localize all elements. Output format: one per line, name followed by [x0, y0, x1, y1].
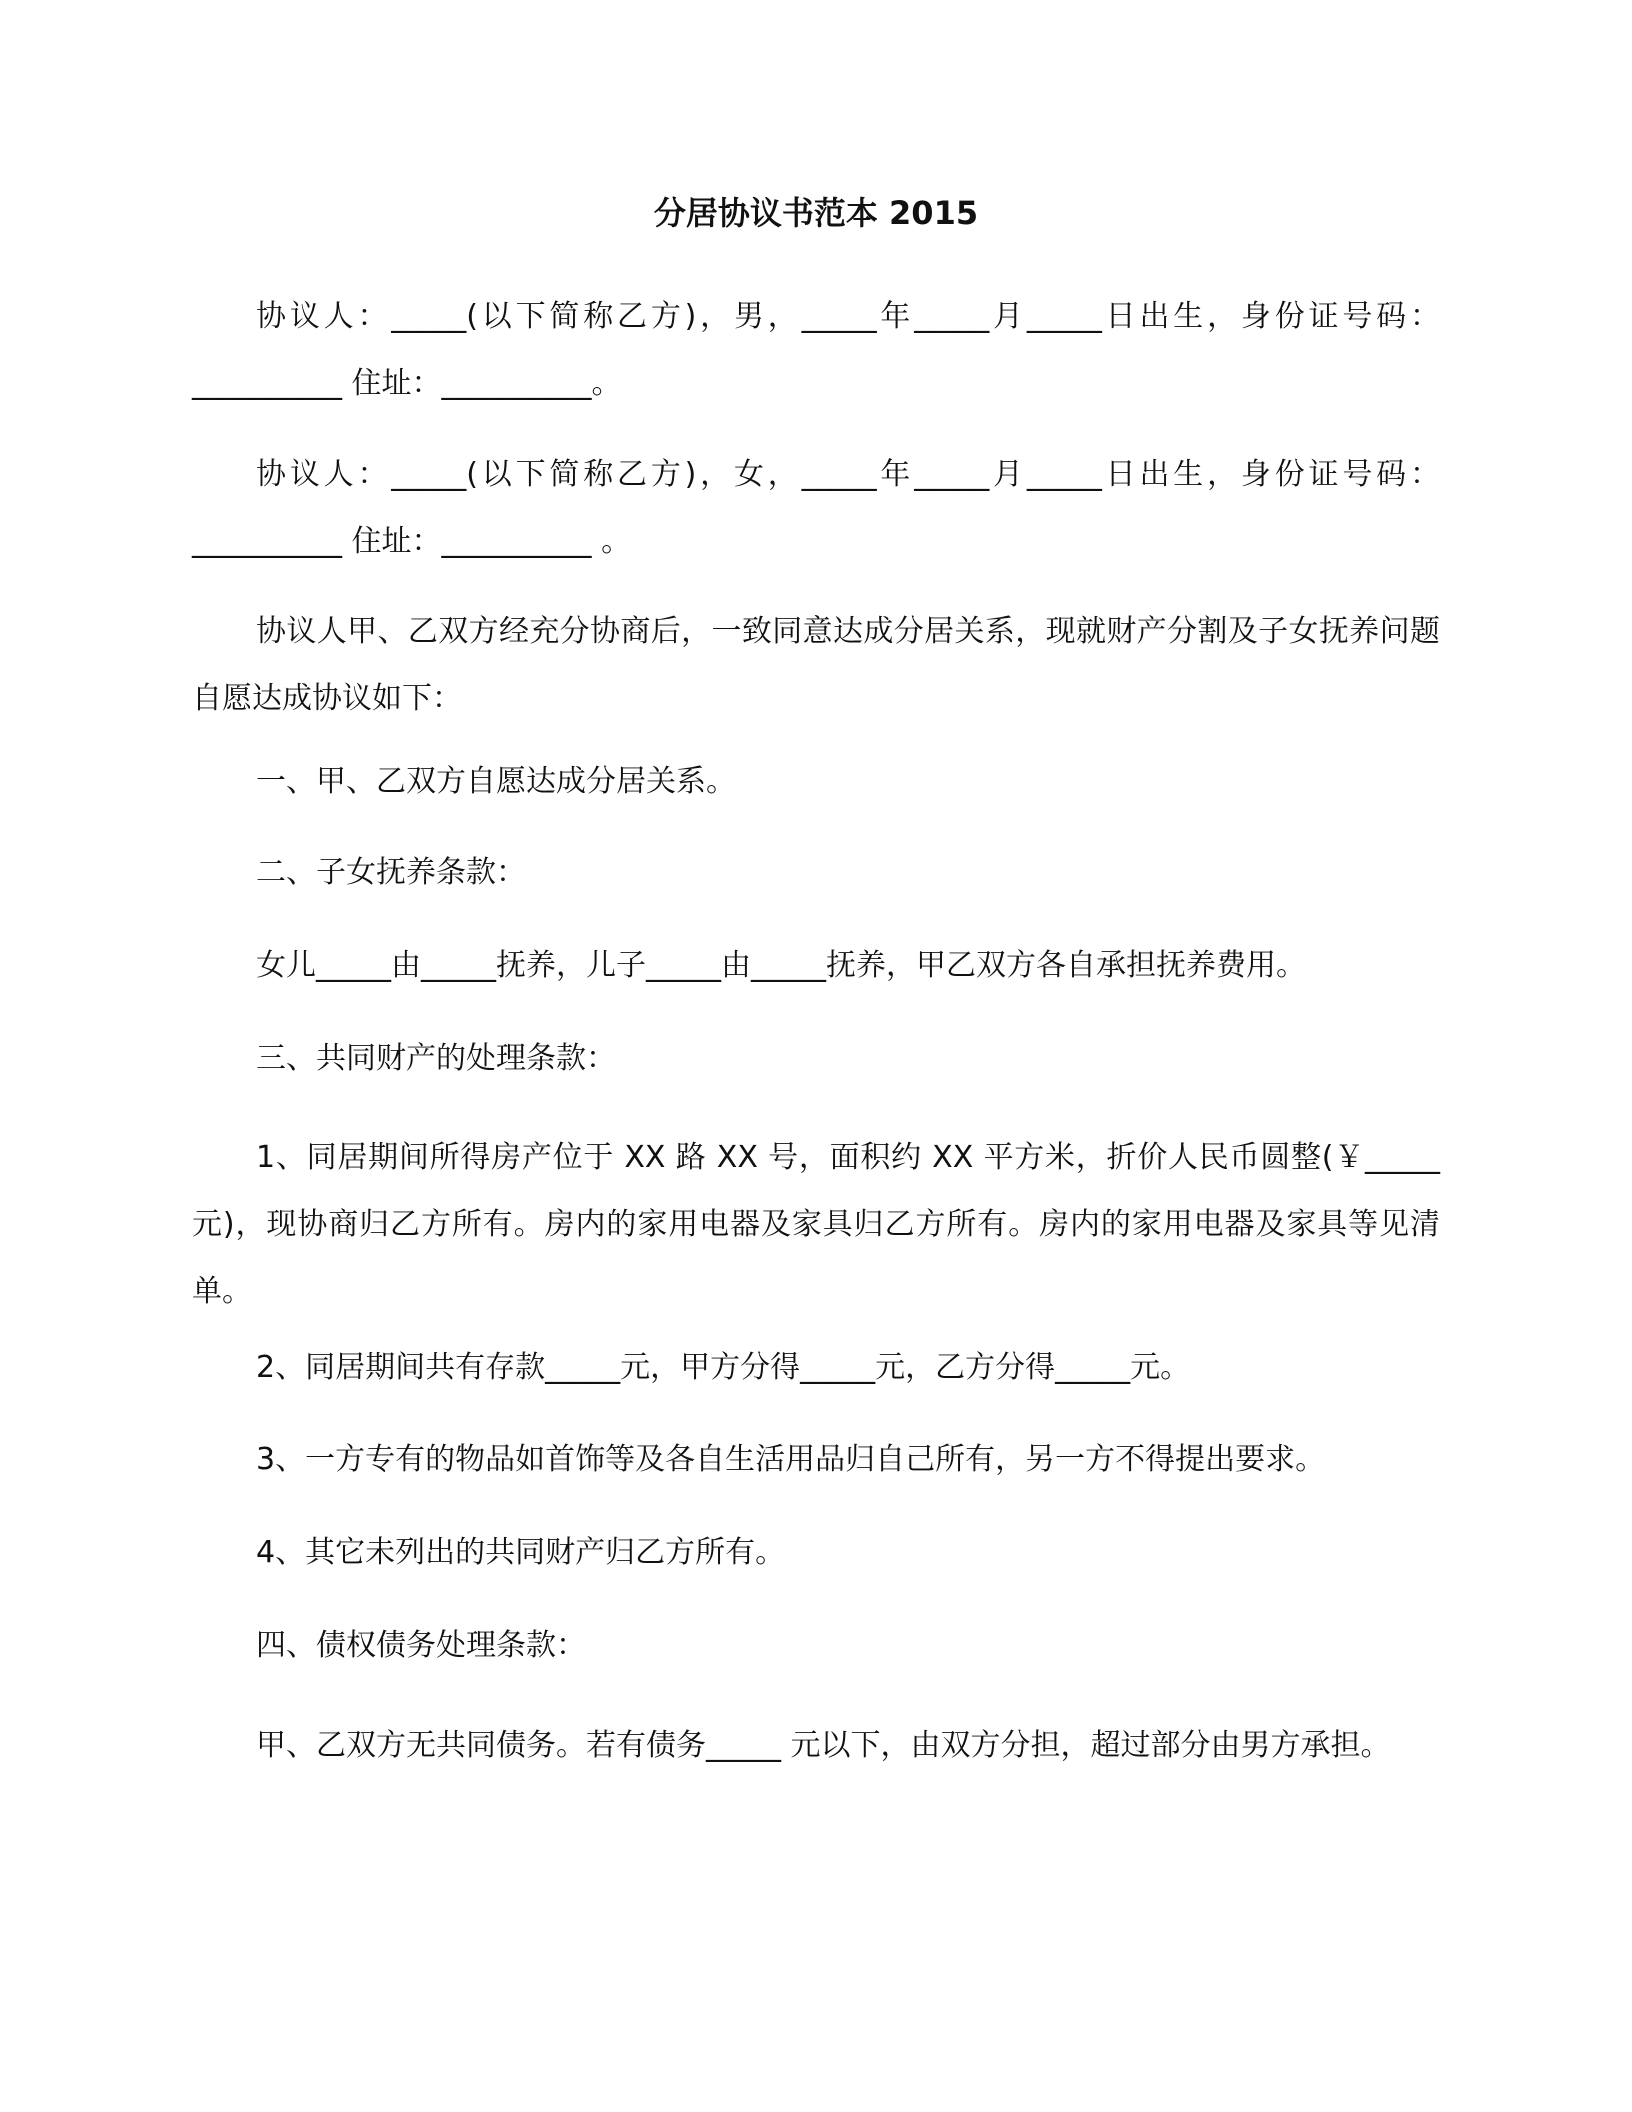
- preamble-paragraph: 协议人甲、乙双方经充分协商后，一致同意达成分居关系，现就财产分割及子女抚养问题自愿达成协议如下：: [192, 614, 1440, 716]
- document-title: 分居协议书范本 2015: [653, 194, 979, 232]
- party-b-paragraph: 协议人：_____(以下简称乙方)，女，_____年_____月_____日出生，身份证号码：__________ 住址：__________ 。: [192, 457, 1440, 559]
- clause-3-heading: 三、共同财产的处理条款：: [256, 1041, 616, 1076]
- clause-3-item-3: 3、一方专有的物品如首饰等及各自生活用品归自己所有，另一方不得提出要求。: [256, 1442, 1326, 1477]
- clause-3-item-2: 2、同居期间共有存款_____元，甲方分得_____元，乙方分得_____元。: [256, 1350, 1191, 1385]
- clause-3-item-4: 4、其它未列出的共同财产归乙方所有。: [256, 1535, 786, 1570]
- clause-2-heading: 二、子女抚养条款：: [256, 855, 526, 890]
- clause-1: 一、甲、乙双方自愿达成分居关系。: [256, 764, 736, 799]
- clause-4-body: 甲、乙双方无共同债务。若有债务_____ 元以下，由双方分担，超过部分由男方承担。: [256, 1728, 1391, 1763]
- clause-4-heading: 四、债权债务处理条款：: [256, 1628, 586, 1663]
- clause-2-body: 女儿_____由_____抚养，儿子_____由_____抚养，甲乙双方各自承担抚养费用。: [256, 948, 1306, 983]
- clause-3-item-1: 1、同居期间所得房产位于 XX 路 XX 号，面积约 XX 平方米，折价人民币圆整(￥_____元)，现协商归乙方所有。房内的家用电器及家具归乙方所有。房内的家用电器及家具等见清单。: [192, 1140, 1440, 1309]
- party-a-paragraph: 协议人：_____(以下简称乙方)，男，_____年_____月_____日出生，身份证号码：__________ 住址：__________。: [192, 299, 1440, 401]
